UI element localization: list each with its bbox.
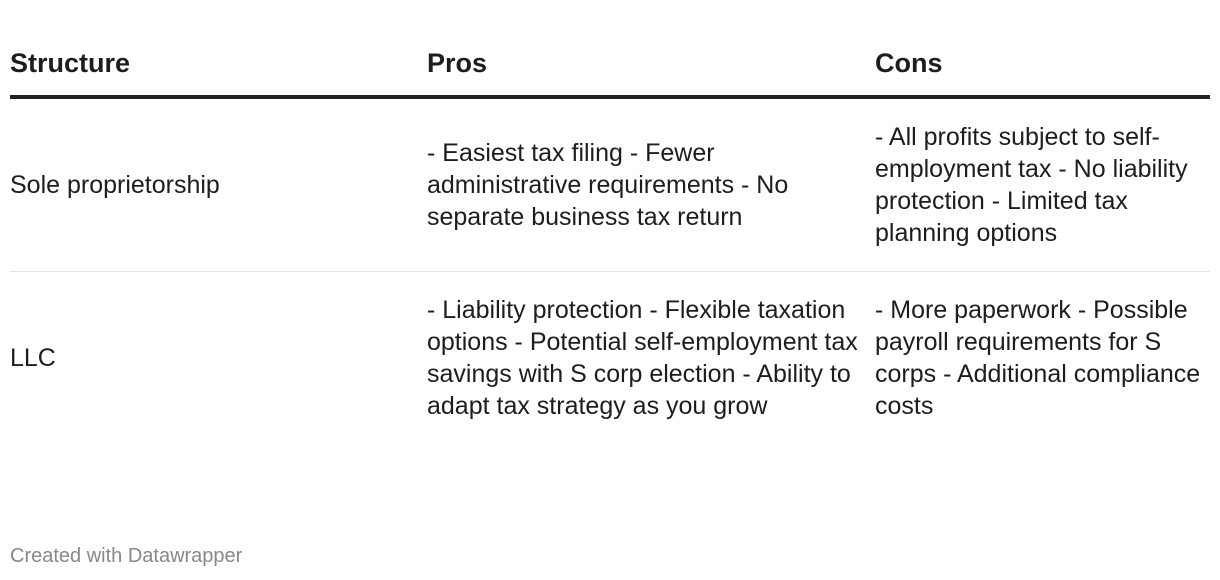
header-structure: Structure: [10, 40, 427, 97]
cell-cons: - More paperwork - Possible payroll requirements for S corps - Additional compliance costs: [875, 296, 1201, 420]
comparison-table: [10, 40, 1210, 444]
comparison-table-container: [10, 40, 1210, 444]
cell-structure: LLC: [10, 344, 56, 372]
table-header-row: [10, 40, 1210, 97]
header-cons: Cons: [875, 40, 1210, 97]
table-row: [10, 97, 1210, 272]
cell-pros: - Liability protection - Flexible taxation options - Potential self-employment tax savings with S corp election - Ability to adapt tax strategy as you grow: [427, 296, 858, 420]
cell-cons: - All profits subject to self-employment tax - No liability protection - Limited tax planning options: [875, 97, 1210, 272]
header-pros: Pros: [427, 40, 875, 97]
table-row: [10, 272, 1210, 445]
datawrapper-credit: Created with Datawrapper: [10, 545, 243, 567]
cell-structure: Sole proprietorship: [10, 97, 427, 272]
cell-pros: - Easiest tax filing - Fewer administrative requirements - No separate business tax return: [427, 97, 875, 272]
